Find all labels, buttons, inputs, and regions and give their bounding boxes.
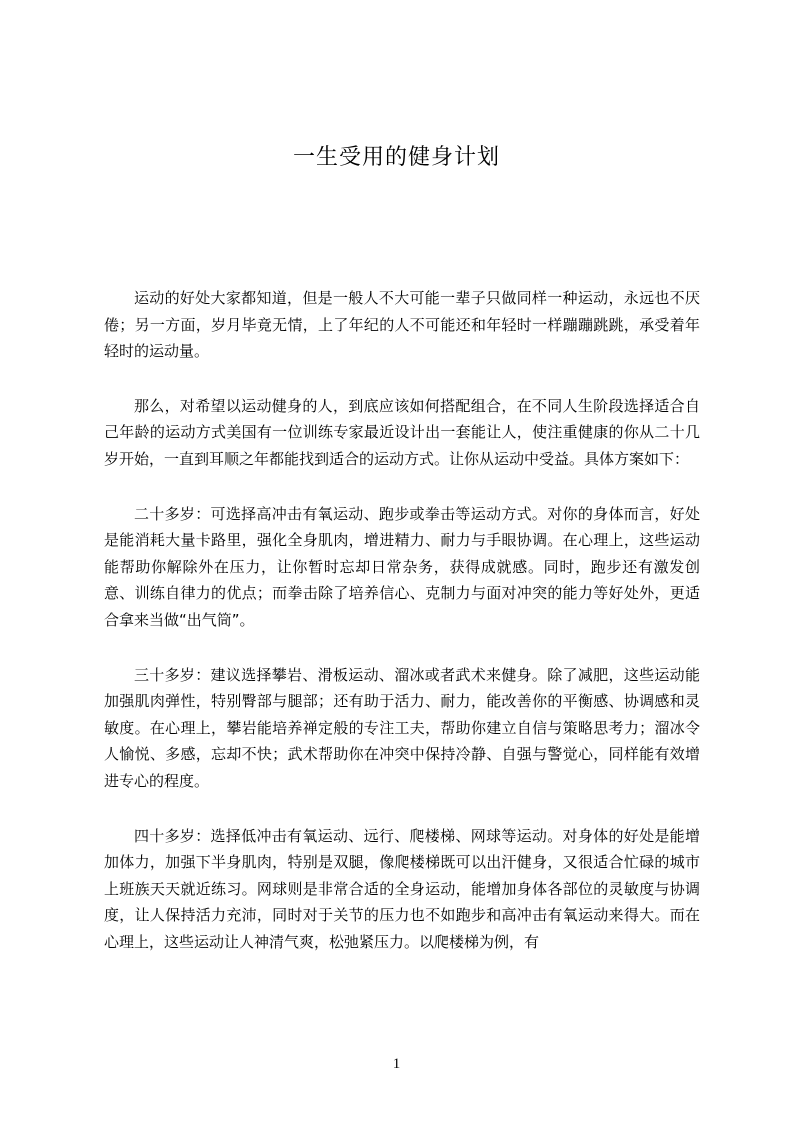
paragraph-twenties: 二十多岁：可选择高冲击有氧运动、跑步或拳击等运动方式。对你的身体而言，好处是能消耗大量卡路里，强化全身肌肉，增进精力、耐力与手眼协调。在心理上，这些运动能帮助你解除外在压力，让你暂时忘却日常杂务，获得成就感。同时，跑步还有激发创意、训练自律力的优点；而拳击除了培养信心、克制力与面对冲突的能力等好处外，更适合拿来当做“出气筒”。 xyxy=(104,504,700,629)
paragraph-plan-overview: 那么，对希望以运动健身的人，到底应该如何搭配组合，在不同人生阶段选择适合自己年龄的运动方式美国有一位训练专家最近设计出一套能让人，使注重健康的你从二十几岁开始，一直到耳顺之年都能找到适合的运动方式。让你从运动中受益。具体方案如下： xyxy=(104,396,700,468)
paragraph-thirties: 三十多岁：建议选择攀岩、滑板运动、溜冰或者武术来健身。除了减肥，这些运动能加强肌肉弹性，特别臀部与腿部；还有助于活力、耐力，能改善你的平衡感、协调感和灵敏度。在心理上，攀岩能培养禅定般的专注工夫，帮助你建立自信与策略思考力；溜冰令人愉悦、多感，忘却不快；武术帮助你在冲突中保持冷静、自强与警觉心，同样能有效增进专心的程度。 xyxy=(104,665,700,790)
paragraph-intro: 运动的好处大家都知道，但是一般人不大可能一辈子只做同样一种运动，永远也不厌倦；另一方面，岁月毕竟无情，上了年纪的人不可能还和年轻时一样蹦蹦跳跳，承受着年轻时的运动量。 xyxy=(104,289,700,361)
page-number: 1 xyxy=(392,1056,401,1072)
paragraph-forties: 四十多岁：选择低冲击有氧运动、远行、爬楼梯、网球等运动。对身体的好处是能增加体力，加强下半身肌肉，特别是双腿，像爬楼梯既可以出汗健身，又很适合忙碌的城市上班族天天就近练习。网球则是非常合适的全身运动，能增加身体各部位的灵敏度与协调度，让人保持活力充沛，同时对于关节的压力也不如跑步和高冲击有氧运动来得大。而在心理上，这些运动让人神清气爽，松弛紧压力。以爬楼梯为例，有 xyxy=(104,826,700,951)
page-title: 一生受用的健身计划 xyxy=(292,145,500,170)
document-body xyxy=(104,285,700,983)
